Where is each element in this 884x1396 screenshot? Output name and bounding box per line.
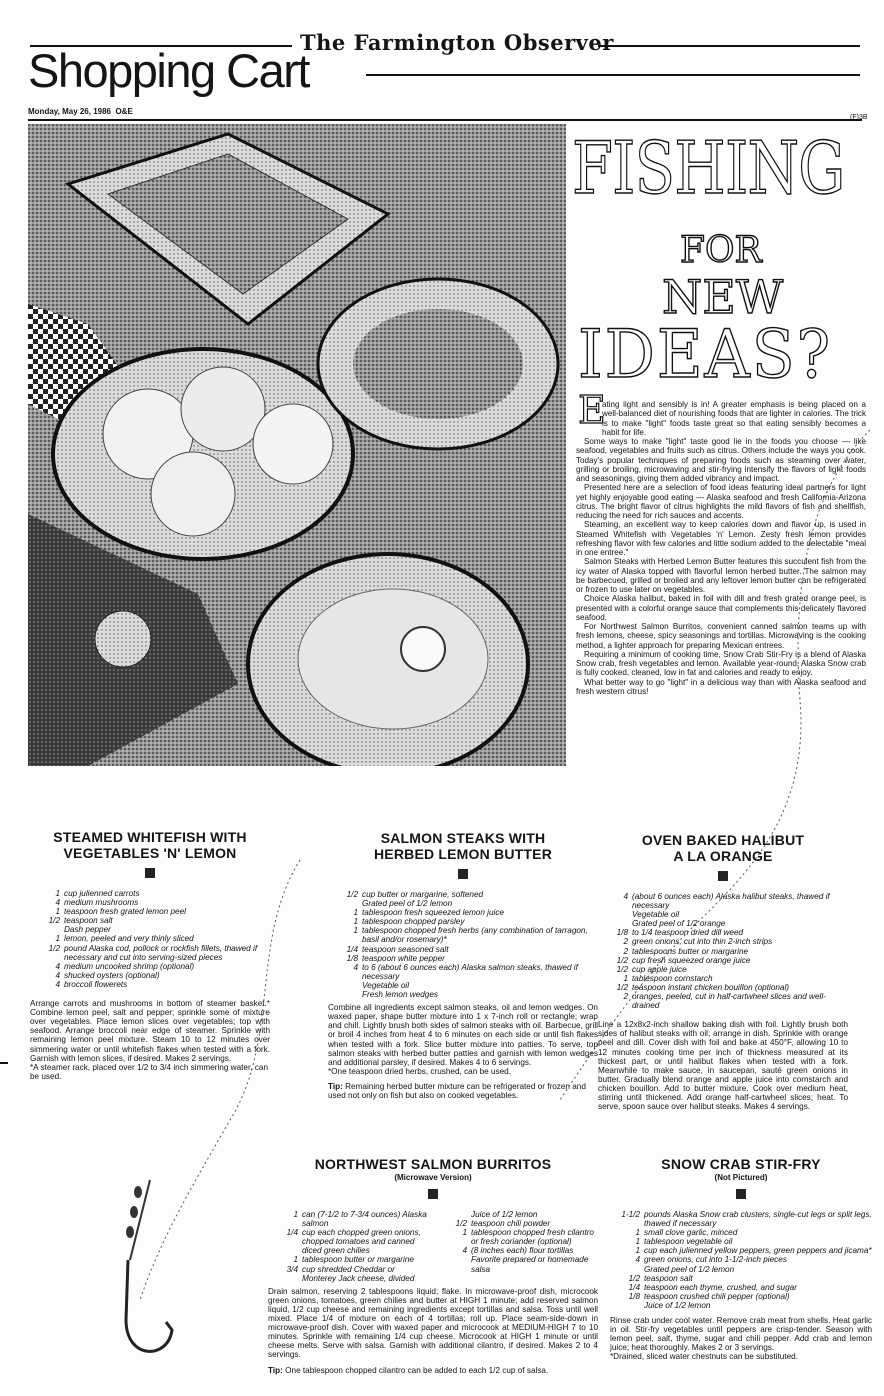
ingredient-qty: 1/8 bbox=[346, 953, 358, 963]
ingredient-qty: 4 bbox=[462, 1246, 467, 1256]
ingredient bbox=[610, 1301, 872, 1310]
recipe-marker-icon bbox=[145, 868, 155, 878]
ingredient-text: green onions, cut into thin 2-inch strips bbox=[632, 937, 773, 947]
ingredient-text: Grated peel of 1/2 lemon bbox=[644, 1264, 735, 1274]
intro-article bbox=[576, 400, 866, 800]
ingredient-text: to 6 (about 6 ounces each) Alaska salmon steaks, thawed if necessary bbox=[362, 962, 578, 981]
ingredient-qty: 1/4 bbox=[628, 1282, 640, 1292]
intro-paragraph: What better way to go "light" in a delicious way than with Alaska seafood and fresh western citrus! bbox=[576, 677, 866, 696]
ingredient-qty: 4 bbox=[635, 1255, 640, 1265]
ingredient-qty: 2 bbox=[623, 946, 628, 956]
ingredient-text: teaspoon white pepper bbox=[362, 953, 445, 963]
ingredient-text: tablespoon chopped fresh herbs (any combination of tarragon, basil and/or rosemary)* bbox=[362, 926, 588, 945]
tip-label: Tip: bbox=[328, 1081, 343, 1091]
ingredient bbox=[610, 1292, 872, 1301]
ingredient-text: small clove garlic, minced bbox=[644, 1228, 738, 1238]
ingredient-qty: 1 bbox=[353, 926, 358, 936]
ingredient-text: tablespoon cornstarch bbox=[632, 973, 713, 983]
recipe-marker-icon bbox=[458, 869, 468, 879]
ingredient-text: tablespoon butter or margarine bbox=[302, 1255, 414, 1265]
recipe-note: *One teaspoon dried herbs, crushed, can be used. bbox=[328, 1066, 511, 1076]
ingredient-text: medium uncooked shrimp (optional) bbox=[64, 961, 195, 971]
section-title: Shopping Cart bbox=[28, 44, 309, 97]
ingredient-text: (about 6 ounces each) Alaska halibut steaks, thawed if necessary bbox=[632, 892, 830, 911]
ingredient-text: cup apple juice bbox=[632, 964, 687, 974]
ingredient bbox=[598, 974, 848, 983]
ingredient-qty: 4 bbox=[55, 979, 60, 989]
recipe-directions: Drain salmon, reserving 2 tablespoons liquid; flake. In microwave-proof dish, microcook green onions, tomatoes, green chilies and butter at HIGH 1 minute; add reserved salmon liquid, 1/2 cup cheese and remaining ingredients except tortillas and salsa. Toss until well mixed. Place 1/4 of mixture on each of 4 tortillas; roll up. Place seam-side-down in microwave-proof dish. Cover with waxed paper and microcook at MEDIUM-HIGH 7 to 10 minutes. Sprinkle with remaining 1/4 cup cheese. Microcook at HIGH 1 minute or until cheese melts. Serve with salsa. Garnish with additional cilantro, if desired. Makes 2 to 4 servings. bbox=[268, 1286, 598, 1360]
ingredient-text: Fresh lemon wedges bbox=[362, 990, 438, 1000]
intro-paragraph: For Northwest Salmon Burritos, convenient canned salmon teams up with fresh lemons, cheese, spicy seasonings and tortillas. Microwaving is the cooking method, a lighter approach for preparing Mexican entrees. bbox=[576, 622, 866, 650]
ingredient bbox=[30, 907, 270, 916]
ingredient-text: oranges, peeled, cut in half-cartwheel slices and well-drained bbox=[632, 992, 826, 1011]
ingredient bbox=[30, 962, 270, 971]
page-number: (F)3B bbox=[850, 114, 868, 121]
recipe-title-line: VEGETABLES 'N' LEMON bbox=[63, 845, 237, 861]
ingredient bbox=[328, 926, 598, 944]
ingredient bbox=[610, 1246, 872, 1255]
ingredient-text: cup each chopped green onions, chopped tomatoes and canned diced green chilies bbox=[302, 1228, 421, 1256]
ingredient-text: Juice of 1/2 lemon bbox=[471, 1210, 538, 1219]
recipe-snow-crab-stir-fry bbox=[610, 1156, 872, 1362]
recipe-title-line: HERBED LEMON BUTTER bbox=[373, 846, 553, 862]
ingredient bbox=[30, 925, 270, 934]
ingredient-text: broccoli flowerets bbox=[64, 979, 128, 989]
ingredient-list bbox=[598, 892, 848, 1010]
ingredient-qty bbox=[328, 981, 362, 990]
ingredient bbox=[328, 908, 598, 917]
masthead-rule-right bbox=[598, 45, 860, 47]
recipe-salmon-steaks bbox=[328, 830, 598, 1100]
sinker-icon bbox=[134, 1186, 142, 1198]
ingredient-text: pounds Alaska Snow crab clusters, single-cut legs or split legs, thawed if necessary bbox=[644, 1210, 872, 1229]
intro-paragraph: Some ways to make "light" taste good lie in the foods you choose — like seafood, vegetables and fruits such as citrus. Others include the ways you cook. Today's popular techniques of preparing foods such as steaming over water, grilling or broiling, microwaving and stir-frying intensify the flavors of light foods and seasonings, giving them added vibrancy and impact. bbox=[576, 437, 866, 483]
ingredient bbox=[598, 956, 848, 965]
recipe-title bbox=[610, 1156, 872, 1172]
ingredient-qty: 1 bbox=[635, 1237, 640, 1247]
recipe-steamed-whitefish bbox=[30, 829, 270, 1081]
masthead-bottom-rule bbox=[28, 119, 862, 121]
recipe-title-line: NORTHWEST SALMON BURRITOS bbox=[314, 1156, 552, 1172]
ingredient-text: green onions, cut into 1-1/2-inch pieces bbox=[644, 1255, 787, 1265]
ingredient-text: teaspoon salt bbox=[644, 1273, 693, 1283]
ingredient-text: tablespoons butter or margarine bbox=[632, 946, 749, 956]
sinker-icon bbox=[126, 1226, 134, 1238]
ingredient-qty: 1 bbox=[55, 907, 60, 917]
recipe-marker-icon bbox=[718, 871, 728, 881]
headline-ideas: IDEAS? bbox=[578, 316, 833, 393]
ingredient-text: Favorite prepared or homemade salsa bbox=[471, 1255, 589, 1274]
masthead bbox=[0, 0, 884, 120]
ingredient-qty bbox=[328, 899, 362, 908]
recipe-title-line: A LA ORANGE bbox=[673, 848, 773, 864]
ingredient-columns bbox=[268, 1210, 598, 1283]
ingredient-qty: 1/2 bbox=[616, 964, 628, 974]
ingredient bbox=[30, 944, 270, 962]
ingredient-qty: 4 bbox=[55, 970, 60, 980]
ingredient-qty bbox=[610, 1301, 644, 1310]
ingredient-qty: 1 bbox=[55, 889, 60, 898]
ingredient-list bbox=[610, 1210, 872, 1310]
drop-cap: E bbox=[578, 388, 606, 432]
ingredient-qty: 1 bbox=[635, 1228, 640, 1238]
ingredient-qty bbox=[30, 925, 64, 934]
fish-hook-icon bbox=[126, 1260, 172, 1351]
ingredient-text: Vegetable oil bbox=[362, 980, 410, 990]
ingredient-text: Grated peel of 1/2 lemon bbox=[362, 899, 453, 909]
intro-paragraph: Presented here are a selection of food ideas featuring ideal partners for light yet highly enjoyable good eating — Alaska seafood and fresh California-Arizona citrus. The bright flavor of citrus highlights the mild flavors of fish and shellfish, reducing the need for rich sauces and accents. bbox=[576, 483, 866, 520]
ingredient-qty bbox=[598, 919, 632, 928]
ingredient-qty: 4 bbox=[623, 892, 628, 901]
intro-paragraph: Choice Alaska halibut, baked in foil with dill and fresh grated orange peel, is presented with a colorful orange sauce that complements this delicately flavored seafood. bbox=[576, 594, 866, 622]
ingredient-qty: 1/2 bbox=[628, 1273, 640, 1283]
ingredient-text: cup fresh squeezed orange juice bbox=[632, 955, 751, 965]
recipe-marker-icon bbox=[736, 1189, 746, 1199]
ingredient-qty: 1/4 bbox=[346, 944, 358, 954]
ingredient-text: to 1/4 teaspoon dried dill weed bbox=[632, 928, 744, 938]
ingredient-text: tablespoon fresh squeezed lemon juice bbox=[362, 908, 505, 918]
recipe-tip bbox=[268, 1366, 598, 1375]
ingredient-text: cup each julienned yellow peppers, green peppers and jicama* bbox=[644, 1246, 872, 1256]
ingredient-text: teaspoon seasoned salt bbox=[362, 944, 449, 954]
ingredient bbox=[598, 983, 848, 992]
ingredient-text: tablespoon chopped parsley bbox=[362, 917, 465, 927]
ingredient-qty bbox=[437, 1255, 471, 1273]
ingredient-text: Dash pepper bbox=[64, 925, 111, 935]
ingredient-qty: 1/8 bbox=[628, 1291, 640, 1301]
fishing-line-icon bbox=[130, 1180, 150, 1260]
ingredient-text: teaspoon instant chicken bouillon (optional) bbox=[632, 982, 790, 992]
ingredient-qty: 1 bbox=[635, 1246, 640, 1256]
ingredient bbox=[598, 965, 848, 974]
ingredient-qty bbox=[328, 990, 362, 999]
ingredient bbox=[328, 954, 598, 963]
recipe-title-line: STEAMED WHITEFISH WITH bbox=[53, 829, 247, 845]
ingredient bbox=[610, 1283, 872, 1292]
ingredient bbox=[328, 990, 598, 999]
ingredient-text: Juice of 1/2 lemon bbox=[644, 1300, 711, 1310]
ingredient-qty: 1 bbox=[293, 1255, 298, 1265]
ingredient-qty: 1 bbox=[462, 1228, 467, 1238]
intro-paragraph: Salmon Steaks with Herbed Lemon Butter features this succulent fish from the icy water of Alaska topped with flavorful lemon herbed butter. The salmon may be barbecued, grilled or broiled and any leftover lemon butter can be refrigerated or frozen to use later on vegetables. bbox=[576, 557, 866, 594]
ingredient-list bbox=[30, 889, 270, 989]
ingredient bbox=[30, 971, 270, 980]
ingredient-text: cup butter or margarine, softened bbox=[362, 890, 484, 899]
ingredient-text: shucked oysters (optional) bbox=[64, 970, 160, 980]
ingredient-text: pound Alaska cod, pollock or rockfish fillets, thawed if necessary and cut into serving-sized pieces bbox=[64, 943, 258, 962]
ingredient bbox=[598, 910, 848, 919]
ingredient-qty: 1/2 bbox=[346, 890, 358, 899]
ingredient bbox=[598, 947, 848, 956]
recipe-note: *A steamer rack, placed over 1/2 to 3/4 inch simmering water, can be used. bbox=[30, 1062, 269, 1081]
ingredient-list bbox=[328, 890, 598, 999]
ingredient-text: medium mushrooms bbox=[64, 898, 139, 908]
ingredient-qty: 1 bbox=[55, 934, 60, 944]
recipe-note: *Drained, sliced water chestnuts can be substituted. bbox=[610, 1352, 798, 1362]
ingredient-text: can (7-1/2 to 7-3/4 ounces) Alaska salmon bbox=[302, 1210, 427, 1229]
ingredient bbox=[328, 890, 598, 899]
ingredient-qty bbox=[437, 1210, 471, 1219]
ingredient-qty: 1/2 bbox=[616, 982, 628, 992]
recipe-title bbox=[268, 1156, 598, 1172]
recipe-title-line: SALMON STEAKS WITH bbox=[380, 830, 546, 846]
intro-paragraph: Steaming, an excellent way to keep calories down and flavor up, is used in Steamed Whitefish with Vegetables 'n' Lemon. Zesty fresh lemon provides refreshing flavor with few calories and little sodium added to the delectable "meal in one entree." bbox=[576, 520, 866, 557]
ingredient bbox=[328, 945, 598, 954]
tip-text: Remaining herbed butter mixture can be refrigerated or frozen and used not only on fish but also on cooked vegetables. bbox=[328, 1081, 586, 1100]
ingredient bbox=[610, 1265, 872, 1274]
recipe-directions: Line a 12x8x2-inch shallow baking dish with foil. Lightly brush both sides of halibut steaks with oil; arrange in dish. Sprinkle with orange peel and dill. Cover dish with foil and bake at 450°F, allowing 10 to 12 minutes cooking time per inch of thickness measured at its thickest part, or until halibut flakes when tested with a fork. Meanwhile to make sauce, in saucepan, sauté green onions in butter. Gradually blend orange and apple juice into cornstarch and chicken bouillon. Add to butter mixture. Cook over medium heat, stirring until thickened. Add orange half-cartwheel slices; heat. To serve, spoon sauce over halibut steaks. Makes 4 servings. bbox=[598, 1020, 848, 1112]
paper-name: The Farmington Observer bbox=[300, 30, 614, 55]
ingredient bbox=[437, 1219, 598, 1228]
ingredient-qty: 1-1/2 bbox=[621, 1210, 640, 1219]
tip-label: Tip: bbox=[268, 1365, 283, 1375]
ingredient-qty: 2 bbox=[623, 937, 628, 947]
ingredient bbox=[268, 1210, 429, 1228]
recipe-subtitle: (Microwave Version) bbox=[394, 1173, 472, 1182]
section-rule bbox=[366, 74, 860, 76]
intro-paragraph: Requiring a minimum of cooking time, Snow Crab Stir-Fry is a blend of Alaska Snow crab, fresh vegetables and lemon. Available year-round, Alaska Snow crab is fully cooked, cleaned, low in fat and calories and ready to enjoy. bbox=[576, 649, 866, 678]
dateline bbox=[28, 107, 133, 116]
ingredient bbox=[598, 937, 848, 946]
ingredient-qty: 1/2 bbox=[48, 943, 60, 953]
recipe-title bbox=[328, 830, 598, 862]
food-photo bbox=[28, 124, 566, 766]
headline bbox=[572, 126, 872, 393]
ingredient bbox=[610, 1228, 872, 1237]
ingredient-qty: 1/2 bbox=[616, 955, 628, 965]
recipe-oven-baked-halibut bbox=[598, 832, 848, 1111]
ingredient bbox=[268, 1255, 429, 1264]
sinker-icon bbox=[130, 1206, 138, 1218]
ingredient bbox=[437, 1246, 598, 1255]
margin-rule bbox=[0, 1062, 8, 1064]
ingredient-text: tablespoon chopped fresh cilantro or fresh coriander (optional) bbox=[471, 1228, 594, 1247]
ingredient bbox=[437, 1255, 598, 1273]
ingredient bbox=[328, 981, 598, 990]
recipe-salmon-burritos bbox=[268, 1156, 598, 1375]
ingredient bbox=[598, 992, 848, 1010]
ingredient-qty: 1/4 bbox=[286, 1228, 298, 1238]
ingredient bbox=[30, 980, 270, 989]
recipe-title bbox=[598, 832, 848, 864]
tip-text: One tablespoon chopped cilantro can be added to each 1/2 cup of salsa. bbox=[285, 1365, 549, 1375]
ingredient bbox=[328, 963, 598, 981]
intro-paragraph: ating light and sensibly is in! A greater emphasis is being placed on a well-balanced diet of nourishing foods that are lighter in calories. The trick is to make "light" foods taste great so that eating sensibly becomes a habit for life. bbox=[602, 400, 866, 437]
ingredient-qty: 1 bbox=[353, 908, 358, 918]
ingredient bbox=[30, 889, 270, 898]
ingredient-qty bbox=[610, 1265, 644, 1274]
recipe-directions: Rinse crab under cool water. Remove crab meat from shells. Heat garlic in oil. Stir-fry vegetables until peppers are crisp-tender. Season with lemon peel, salt, thyme, sugar and chili pepper. Add crab and lemon juice; heat thoroughly. Makes 2 or 3 servings. bbox=[610, 1316, 872, 1353]
ingredient-qty: 1/8 bbox=[616, 928, 628, 938]
ingredient-text: cup julienned carrots bbox=[64, 889, 140, 898]
ingredient bbox=[437, 1210, 598, 1219]
recipe-directions: Arrange carrots and mushrooms in bottom of steamer basket.* Combine lemon peel, salt and pepper; sprinkle some of mixture over vegetables. Place lemon slices over vegetables; top with seafood. Arrange broccoli near edge of steamer. Sprinkle with remaining lemon peel mixture. Steam 10 to 12 minutes over simmering water or until whitefish flakes when tested with a fork. Garnish with lemon slices, if desired. Makes 2 servings. bbox=[30, 999, 270, 1063]
ingredient-qty: 1 bbox=[293, 1210, 298, 1219]
recipe-title bbox=[30, 829, 270, 861]
recipe-marker-icon bbox=[428, 1189, 438, 1199]
ingredient bbox=[30, 916, 270, 925]
ingredient bbox=[610, 1274, 872, 1283]
headline-new: NEW bbox=[662, 270, 784, 324]
recipe-title-line: SNOW CRAB STIR-FRY bbox=[661, 1156, 821, 1172]
ingredient-qty: 4 bbox=[55, 961, 60, 971]
ingredient bbox=[610, 1210, 872, 1228]
ingredient-text: teaspoon salt bbox=[64, 916, 113, 926]
ingredient bbox=[328, 899, 598, 908]
ingredient-text: teaspoon chili powder bbox=[471, 1219, 551, 1229]
ingredient-text: tablespoon vegetable oil bbox=[644, 1237, 733, 1247]
ingredient-text: Grated peel of 1/2 orange bbox=[632, 919, 726, 929]
ingredient-list bbox=[437, 1210, 598, 1283]
ingredient-list bbox=[268, 1210, 429, 1283]
ingredient-qty: 2 bbox=[623, 992, 628, 1002]
ingredient-qty: 1 bbox=[353, 917, 358, 927]
ingredient-qty: 1 bbox=[623, 973, 628, 983]
ingredient-qty: 1/2 bbox=[48, 916, 60, 926]
recipe-subtitle: (Not Pictured) bbox=[714, 1173, 768, 1182]
ingredient bbox=[328, 917, 598, 926]
ingredient-text: teaspoon each thyme, crushed, and sugar bbox=[644, 1282, 797, 1292]
ingredient-text: lemon, peeled and very thinly sliced bbox=[64, 934, 194, 944]
ingredient-text: teaspoon fresh grated lemon peel bbox=[64, 907, 186, 917]
ingredient bbox=[437, 1228, 598, 1246]
ingredient-text: Vegetable oil bbox=[632, 910, 680, 920]
ingredient-text: cup shredded Cheddar or Monterey Jack cheese, divided bbox=[302, 1264, 415, 1283]
ingredient-qty: 3/4 bbox=[286, 1264, 298, 1274]
recipe-directions: Combine all ingredients except salmon steaks, oil and lemon wedges. On waxed paper, shape butter mixture into 1 x 7-inch roll or rectangle; wrap and chill. Lightly brush both sides of salmon steaks with oil. Barbecue, grill or broil 4 inches from heat 4 to 6 minutes on each side or until fish flakes when tested with a fork. Slice butter mixture into patties. To serve, top salmon steaks with herbed butter patties and garnish with lemon wedges and additional parsley, if desired. Makes 4 to 6 servings. bbox=[328, 1003, 598, 1067]
ingredient-qty bbox=[598, 910, 632, 919]
ingredient-text: (8 inches each) flour tortillas bbox=[471, 1246, 574, 1256]
ingredient bbox=[268, 1265, 429, 1283]
ingredient bbox=[598, 919, 848, 928]
date: Monday, May 26, 1986 bbox=[28, 107, 111, 116]
ingredient-text: teaspoon crushed chili pepper (optional) bbox=[644, 1291, 790, 1301]
ingredient bbox=[30, 898, 270, 907]
food-photo-illustration bbox=[28, 124, 566, 766]
recipe-tip bbox=[328, 1082, 598, 1100]
ingredient bbox=[610, 1255, 872, 1264]
ingredient-qty: 4 bbox=[55, 898, 60, 908]
ingredient bbox=[268, 1228, 429, 1255]
headline-fishing: FISHING bbox=[572, 126, 845, 210]
ingredient bbox=[598, 928, 848, 937]
ingredient-qty: 4 bbox=[353, 962, 358, 972]
edition: O&E bbox=[115, 107, 133, 116]
ingredient bbox=[598, 892, 848, 910]
recipe-title-line: OVEN BAKED HALIBUT bbox=[641, 832, 805, 848]
headline-for: FOR bbox=[680, 230, 762, 271]
ingredient bbox=[610, 1237, 872, 1246]
ingredient bbox=[30, 934, 270, 943]
ingredient-qty: 1/2 bbox=[455, 1219, 467, 1229]
